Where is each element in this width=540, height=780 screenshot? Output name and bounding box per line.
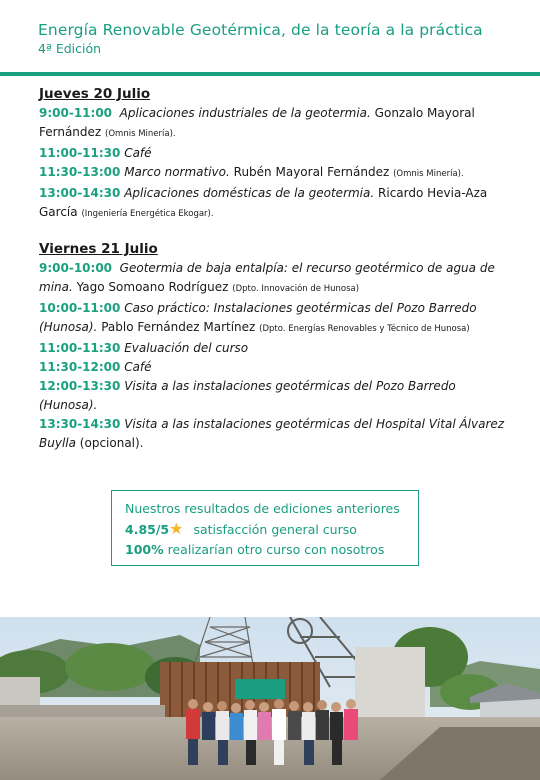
schedule-item — [39, 415, 509, 453]
schedule-item — [39, 339, 509, 358]
item-time: 11:30-13:00 — [39, 165, 121, 179]
item-title: Café — [124, 146, 152, 160]
rating-value: 4.85/5 — [125, 522, 170, 537]
results-heading: Nuestros resultados de ediciones anteriores — [125, 501, 400, 516]
item-time: 12:00-13:30 — [39, 379, 121, 393]
rating-label: satisfacción general curso — [193, 522, 357, 537]
repeat-percentage: 100% — [125, 542, 164, 557]
item-title: Visita a las instalaciones geotérmicas del Pozo Barredo (Hunosa). — [39, 379, 456, 412]
item-time: 10:00-11:00 — [39, 301, 121, 315]
schedule-item — [39, 259, 509, 299]
item-title: Evaluación del curso — [124, 341, 249, 355]
program — [39, 85, 509, 453]
item-time: 11:00-11:30 — [39, 341, 121, 355]
schedule-item — [39, 184, 509, 224]
item-time: 11:00-11:30 — [39, 146, 121, 160]
item-title: Marco normativo. — [124, 165, 230, 179]
schedule-item — [39, 358, 509, 377]
schedule-item — [39, 104, 509, 144]
star-icon: ★ — [169, 519, 184, 538]
item-org: (Omnis Minería). — [393, 169, 464, 179]
item-title: Caso práctico: Instalaciones geotérmicas del Pozo Barredo (Hunosa). — [39, 301, 477, 334]
schedule-item — [39, 299, 509, 339]
header-divider — [0, 72, 540, 76]
header — [38, 20, 483, 57]
group-photo — [0, 617, 540, 780]
course-title: Energía Renovable Geotérmica, de la teoría a la práctica — [38, 21, 483, 39]
item-title: Café — [124, 360, 152, 374]
repeat-label: realizarían otro curso con nosotros — [167, 542, 385, 557]
item-org: (Dpto. Innovación de Hunosa) — [232, 284, 360, 294]
item-speaker: Pablo Fernández Martínez — [101, 320, 256, 334]
item-org: (Ingeniería Energética Ekogar). — [81, 209, 214, 219]
item-speaker: Ricardo Hevia-Aza García — [39, 186, 488, 219]
item-speaker: Rubén Mayoral Fernández — [233, 165, 390, 179]
course-edition: 4ª Edición — [38, 41, 102, 56]
day-heading: Jueves 20 Julio — [39, 86, 151, 102]
item-title: Geotermia de baja entalpía: el recurso geotérmico de agua de mina. — [39, 261, 495, 294]
item-title: Aplicaciones domésticas de la geotermia. — [124, 186, 375, 200]
item-time: 11:30-12:00 — [39, 360, 121, 374]
results-repeat-row — [125, 540, 418, 560]
item-time: 13:00-14:30 — [39, 186, 121, 200]
item-title: Visita a las instalaciones geotérmicas del Hospital Vital Álvarez Buylla — [39, 417, 505, 450]
schedule-item — [39, 144, 509, 163]
results-rating-row — [125, 519, 418, 540]
item-org: (Dpto. Energías Renovables y Técnico de Hunosa) — [259, 324, 470, 334]
item-speaker: Yago Somoano Rodríguez — [76, 280, 229, 294]
item-time: 13:30-14:30 — [39, 417, 121, 431]
item-extra: (opcional). — [79, 436, 144, 450]
item-title: Aplicaciones industriales de la geotermia. — [119, 106, 371, 120]
item-org: (Omnis Minería). — [105, 129, 176, 139]
item-time: 9:00-10:00 — [39, 261, 113, 275]
schedule-item — [39, 377, 509, 415]
item-speaker: Gonzalo Mayoral Fernández — [39, 106, 475, 139]
item-time: 9:00-11:00 — [39, 106, 113, 120]
schedule-item — [39, 163, 509, 184]
day-heading: Viernes 21 Julio — [39, 241, 158, 257]
results-box — [111, 490, 419, 566]
